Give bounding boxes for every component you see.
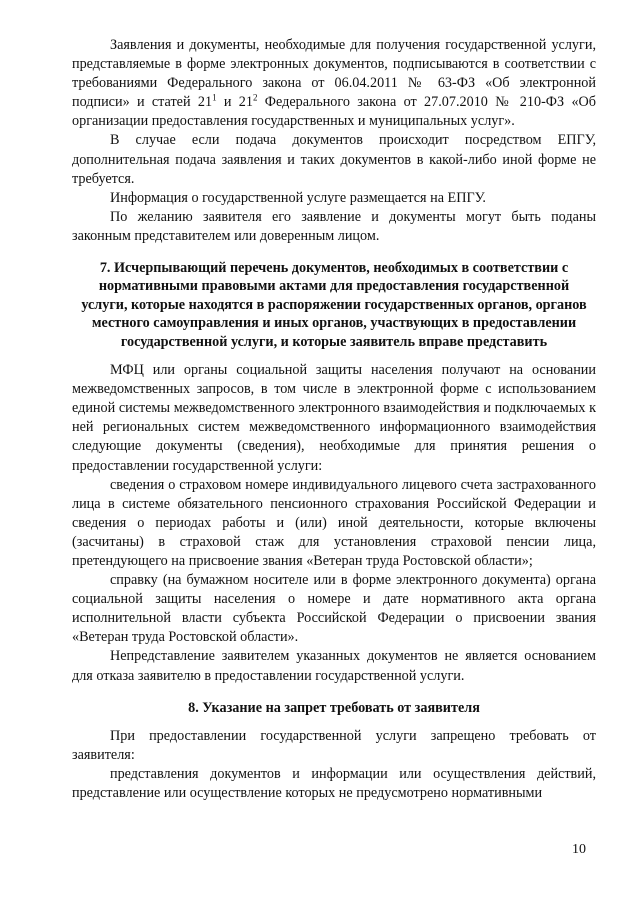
superscript: 1 (212, 92, 217, 103)
section-8-heading: 8. Указание на запрет требовать от заявителя (188, 699, 480, 716)
paragraph-insurance-info: сведения о страховом номере индивидуального лицевого счета застрахованного лица в системе обязательного пенсионного страхования Российской Федерации и сведения о периодах работы и (или) иной деятельности, которые включены (засчитаны) в страховой стаж для установления страховой пенсии лица, претендующего на присвоение звания «Ветеран труда Ростовской области»; (72, 476, 596, 569)
paragraph-interagency-requests: МФЦ или органы социальной защиты населения получают на основании межведомственных запросов, в том числе в электронной форме с использованием единой системы межведомственного электронного взаимодействия и подключаемых к ней региональных систем межведомственного информационного взаимодействия следующие документы (сведения), необходимые для принятия решения о предоставлении государственной услуги: (72, 362, 596, 474)
paragraph-prohibition-intro: При предоставлении государственной услуги запрещено требовать от заявителя: (72, 728, 596, 764)
section-7-heading: 7. Исчерпывающий перечень документов, необходимых в соответствии с нормативными правовыми актами для предоставления государственной услуги, которые находятся в распоряжении государственных органов, органов местного самоуправления и иных органов, участвующих в предоставлении государственной услуги, и которые заявитель вправе представить (81, 260, 587, 350)
superscript: 2 (252, 92, 258, 103)
paragraph-prohibition-item: представления документов и информации или осуществления действий, представление или осуществление которых не предусмотрено нормативными (72, 766, 596, 802)
paragraph-epgu-info: Информация о государственной услуге размещается на ЕПГУ. (110, 189, 486, 206)
paragraph-representative: По желанию заявителя его заявление и документы могут быть поданы законным представителем или доверенным лицом. (72, 208, 596, 244)
paragraph-electronic-signature: Заявления и документы, необходимые для получения государственной услуги, представляемые в форме электронных документов, подписываются в соответствии с требованиями Федерального закона от 06.04.2011 № 63-ФЗ «Об электронной подписи» и статей $21^1$ и $21^2$ Федерального закона от 27.07.2010 № 210-ФЗ «Об организации предоставления государственных и муниципальных услуг». (72, 37, 596, 130)
page-number: 10 (572, 842, 586, 857)
paragraph-non-submission: Непредставление заявителем указанных документов не является основанием для отказа заявителю в предоставлении государственной услуги. (72, 648, 596, 684)
paragraph-social-protection-certificate: справку (на бумажном носителе или в форме электронного документа) органа социальной защиты населения о номере и дате нормативного акта органа исполнительной власти субъекта Российской Федерации о присвоении звания «Ветеран труда Ростовской области». (72, 572, 596, 646)
paragraph-epgu-submission: В случае если подача документов происходит посредством ЕПГУ, дополнительная подача заявления и таких документов в какой-либо иной форме не требуется. (72, 132, 596, 187)
